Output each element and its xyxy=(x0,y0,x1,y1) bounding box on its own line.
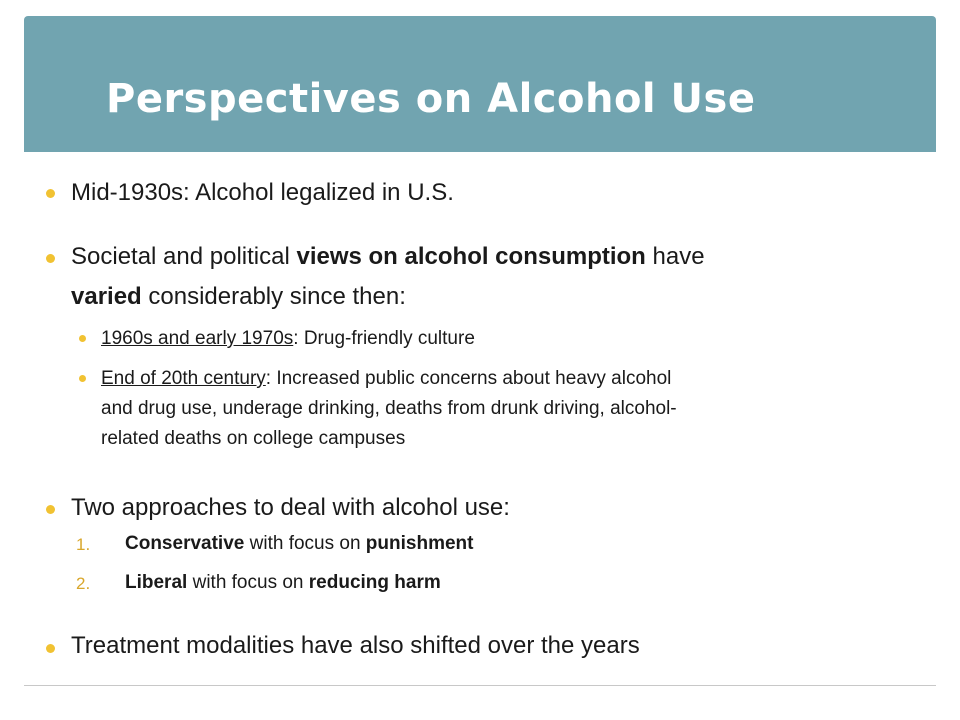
bullet-3: Two approaches to deal with alcohol use: xyxy=(71,494,510,521)
number-marker-2: 2. xyxy=(76,574,91,593)
sub-bullet-2-line-3: related deaths on college campuses xyxy=(101,428,406,449)
bullet-dot xyxy=(46,505,55,514)
sub-bullet-2-rest: : Increased public concerns about heavy alcohol xyxy=(265,368,672,389)
sub-bullet-2-line-1 xyxy=(101,364,671,394)
bullet-dot xyxy=(46,644,55,653)
bullet-1: Mid-1930s: Alcohol legalized in U.S. xyxy=(71,179,454,206)
bullet-2-text-post: considerably since then: xyxy=(141,283,406,310)
numbered-item-1 xyxy=(125,533,473,555)
bullet-2-text-mid: have xyxy=(645,243,705,270)
bullet-4: Treatment modalities have also shifted over the years xyxy=(71,632,640,659)
bullet-dot xyxy=(46,254,55,263)
sub-bullet-1 xyxy=(101,324,475,354)
number-marker-1: 1. xyxy=(76,535,91,554)
sub-bullet-2-line-2: and drug use, underage drinking, deaths from drunk driving, alcohol- xyxy=(101,398,677,419)
numbered-item-2-bold-reducing-harm: reducing harm xyxy=(308,572,441,593)
title-bar xyxy=(24,16,936,152)
numbered-item-1-bold-punishment: punishment xyxy=(365,533,474,554)
numbered-item-2 xyxy=(125,572,441,594)
sub-bullet-dot xyxy=(79,375,86,382)
bullet-2-bold-views: views on alcohol consumption xyxy=(296,243,646,270)
bottom-divider xyxy=(24,685,936,686)
sub-bullet-1-underlined: 1960s and early 1970s xyxy=(101,328,294,349)
bullet-2-line-2 xyxy=(71,283,406,312)
numbered-item-2-bold-liberal: Liberal xyxy=(125,572,188,593)
slide-title: Perspectives on Alcohol Use xyxy=(106,76,756,122)
sub-bullet-1-rest: : Drug-friendly culture xyxy=(293,328,475,349)
numbered-item-2-mid: with focus on xyxy=(187,572,309,593)
bullet-2-text-pre: Societal and political xyxy=(71,243,297,270)
numbered-item-1-bold-conservative: Conservative xyxy=(125,533,245,554)
bullet-2-bold-varied: varied xyxy=(71,283,142,310)
sub-bullet-2-underlined: End of 20th century xyxy=(101,368,266,389)
bullet-2-line-1 xyxy=(71,243,705,272)
bullet-dot xyxy=(46,189,55,198)
sub-bullet-dot xyxy=(79,335,86,342)
numbered-item-1-mid: with focus on xyxy=(244,533,366,554)
